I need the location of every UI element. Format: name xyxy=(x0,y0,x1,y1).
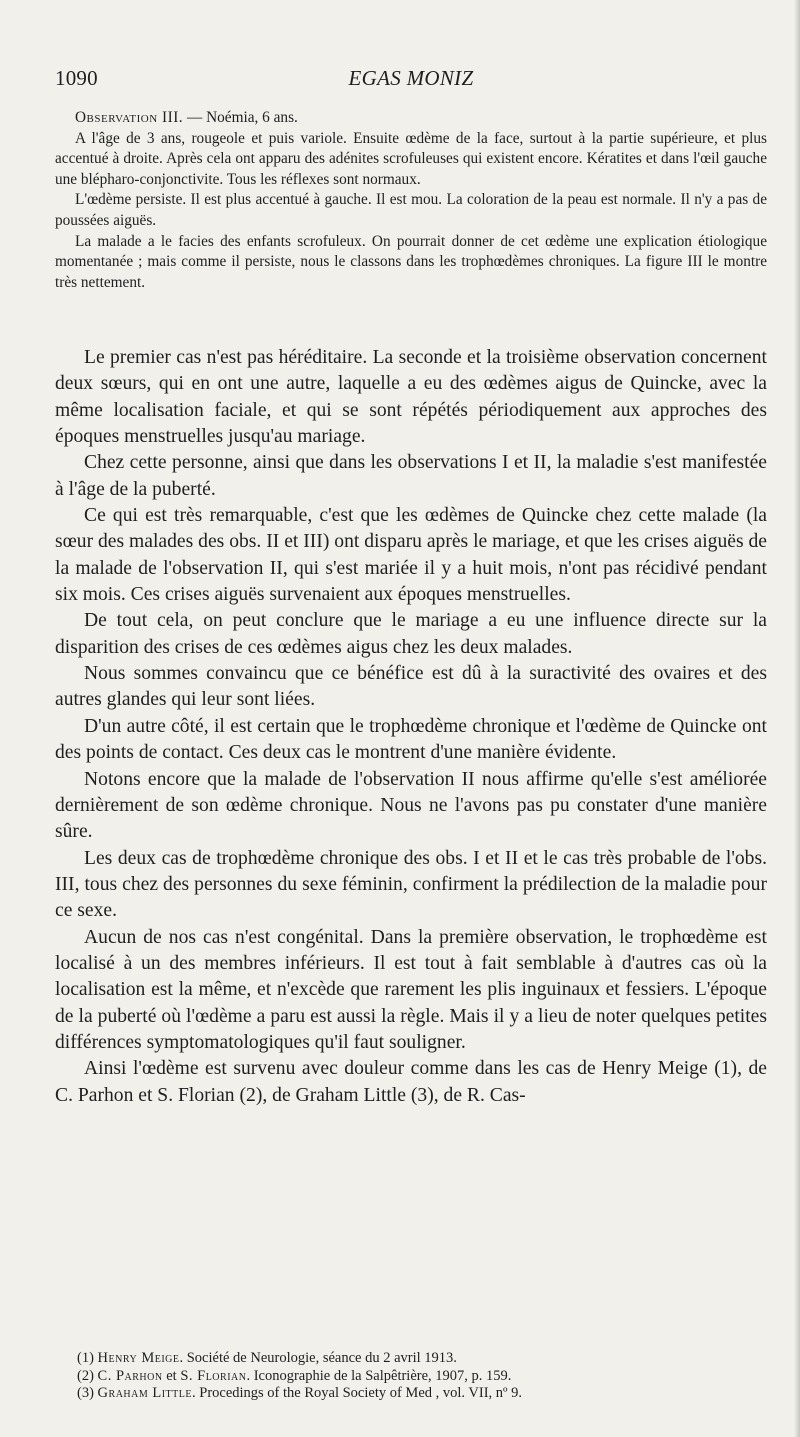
footnote-marker: (1) xyxy=(77,1350,98,1366)
page-number: 1090 xyxy=(55,66,98,90)
footnote-2 xyxy=(77,1368,767,1386)
observation-paragraph: A l'âge de 3 ans, rougeole et puis variole. Ensuite œdème de la face, surtout à la partie supérieure, et plus accentué à droite. Après cela ont apparu des adénites scrofuleuses qui existent encore. Kératites et dans l'œil gauche une blépharo-conjonctivite. Tous les réflexes sont normaux. xyxy=(55,129,767,188)
body-paragraph: Nous sommes convaincu que ce bénéfice est dû à la suractivité des ovaires et des autres glandes qui leur sont liées. xyxy=(55,663,767,711)
observation-title xyxy=(55,108,767,129)
body-paragraph: Ainsi l'œdème est survenu avec douleur comme dans les cas de Henry Meige (1), de C. Parhon et S. Florian (2), de Graham Little (3), de R. Cas- xyxy=(55,1058,767,1106)
footnote-text: . Société de Neurologie, séance du 2 avril 1913. xyxy=(179,1350,457,1366)
footnote-author: C. Parhon xyxy=(97,1367,163,1384)
footnote-1 xyxy=(77,1350,767,1368)
body-paragraph: Aucun de nos cas n'est congénital. Dans la première observation, le trophœdème est localisé à un des membres inférieurs. Il est tout à fait semblable à d'autres cas où la localisation est la même, et n'excède que rarement les plis inguinaux et fessiers. L'époque de la puberté où l'œdème a paru est aussi la règle. Mais il y a lieu de noter quelques petites différences symptomatologiques qu'il faut souligner. xyxy=(55,926,767,1053)
body-paragraph: D'un autre côté, il est certain que le trophœdème chronique et l'œdème de Quincke ont des points de contact. Ces deux cas le montrent d'une manière évidente. xyxy=(55,715,767,764)
body-paragraph: Le premier cas n'est pas héréditaire. La seconde et la troisième observation concernent deux sœurs, qui en ont une autre, laquelle a eu des œdèmes aigus de Quincke, avec la même localisation faciale, et qui se sont répétés périodiquement aux approches des époques menstruelles jusqu'au mariage. xyxy=(55,347,767,448)
footnote-text: . Iconographie de la Salpêtrière, 1907, p. 159. xyxy=(246,1367,512,1384)
footnote-author: Henry Meige xyxy=(97,1350,180,1366)
footnote-author: S. Florian xyxy=(180,1367,247,1384)
observation-label: Observation III. xyxy=(75,109,184,126)
page-header xyxy=(55,66,767,94)
observation-paragraph: L'œdème persiste. Il est plus accentué à gauche. Il est mou. La coloration de la peau est normale. Il n'y a pas de poussées aiguës. xyxy=(55,191,767,229)
observation-title-rest: — Noémia, 6 ans. xyxy=(183,109,298,126)
observation-block xyxy=(55,108,767,293)
body-paragraph: De tout cela, on peut conclure que le mariage a eu une influence directe sur la disparition des crises de ces œdèmes aigus chez les deux malades. xyxy=(55,610,767,658)
body-paragraph: Notons encore que la malade de l'observation II nous affirme qu'elle s'est améliorée dernièrement de son œdème chronique. Nous ne l'avons pas pu constater d'une manière sûre. xyxy=(55,768,767,843)
footnote-marker: (3) xyxy=(77,1385,98,1401)
footnote-3 xyxy=(77,1385,767,1403)
main-text xyxy=(55,345,767,1109)
footnote-author: Graham Little xyxy=(97,1385,192,1401)
running-head: EGAS MONIZ xyxy=(348,66,474,90)
footnote-text: . Procedings of the Royal Society of Med , vol. VII, nº 9. xyxy=(192,1385,523,1401)
body-paragraph: Ce qui est très remarquable, c'est que les œdèmes de Quincke chez cette malade (la sœur des malades des obs. II et III) ont disparu après le mariage, et que les crises aiguës de la malade de l'observation II, qui s'est mariée il y a huit mois, n'ont pas récidivé pendant six mois. Ces crises aiguës survenaient aux époques menstruelles. xyxy=(55,505,767,606)
body-paragraph: Les deux cas de trophœdème chronique des obs. I et II et le cas très probable de l'obs. III, tous chez des personnes du sexe féminin, confirment la prédilection de la maladie pour ce sexe. xyxy=(55,847,767,922)
footnote-marker: (2) xyxy=(77,1367,98,1384)
footnotes xyxy=(77,1350,767,1403)
body-paragraph: Chez cette personne, ainsi que dans les observations I et II, la maladie s'est manifestée à l'âge de la puberté. xyxy=(55,452,767,500)
footnote-connector: et xyxy=(162,1367,181,1384)
observation-paragraph: La malade a le facies des enfants scrofuleux. On pourrait donner de cet œdème une explication étiologique momentanée ; mais comme il persiste, nous le classons dans les trophœdèmes chroniques. La figure III le montre très nettement. xyxy=(55,232,767,291)
page-edge-shadow xyxy=(794,0,800,1437)
